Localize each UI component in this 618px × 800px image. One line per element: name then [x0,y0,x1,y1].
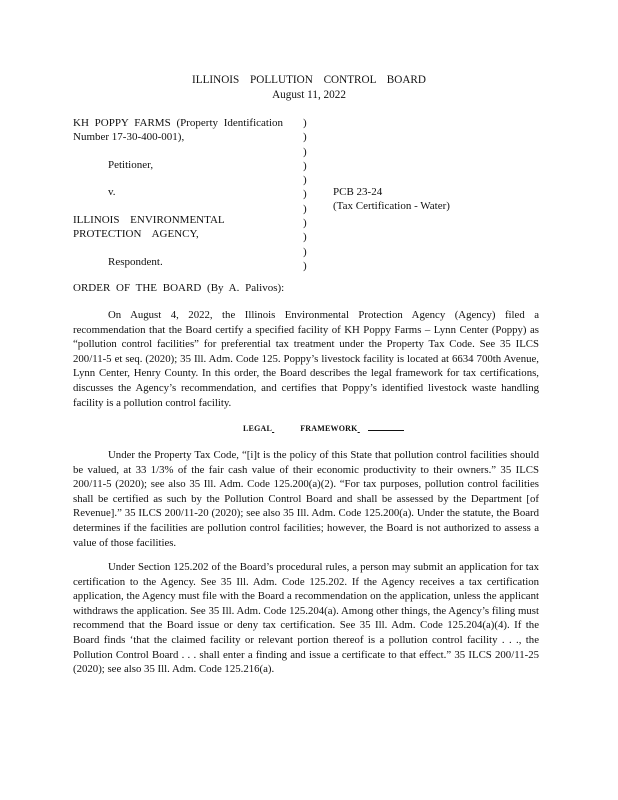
petitioner-name-line2: Number 17-30-400-001), [73,131,185,143]
caption-paren: ) [303,188,307,201]
caption-paren: ) [303,259,307,272]
heading-underline [368,422,404,431]
order-line: ORDER OF THE BOARD (By A. Palivos): [73,282,285,294]
versus: v. [108,186,116,198]
caption-parenthesis-column [303,116,313,273]
caption-paren: ) [303,145,307,158]
heading-word: LEGAL [243,424,273,433]
petitioner-role: Petitioner, [108,159,154,171]
caption-paren: ) [303,202,307,215]
legal-framework-heading [243,422,404,437]
heading-word: FRAMEWORK [300,424,358,433]
legal-framework-paragraph-1: Under the Property Tax Code, “[i]t is the policy of this State that pollution control facilities should be valued, at 33 1/3% of the fair cash value of their economic productivity to their owners.” 35 ILCS 200/11-5 (2020); see also 35 Ill. Adm. Code 125.200(a)(2). “For tax purposes, pollution control facilities shall be certified as such by the Pollution Control Board and shall be assessed by the Department [of Revenue].” 35 ILCS 200/11-20 (2020); see also 35 Ill. Adm. Code 125.200(a). Under the statute, the Board determines if the facilities are pollution control facilities; however, the Board is not authorized to assess a value of those facilities. [73,449,539,549]
caption-paren: ) [303,131,307,144]
case-type: (Tax Certification - Water) [333,200,450,212]
document-title: ILLINOIS POLLUTION CONTROL BOARD [192,74,426,86]
caption-paren: ) [303,245,307,258]
caption-paren: ) [303,159,307,172]
intro-paragraph: On August 4, 2022, the Illinois Environmental Protection Agency (Agency) filed a recommendation that the Board certify a specified facility of KH Poppy Farms – Lynn Center (Poppy) as “pollution control facilities” for preferential tax treatment under the Property Tax Code. See 35 ILCS 200/11-5 et seq. (2020); 35 Ill. Adm. Code 125. Poppy’s livestock facility is located at 6634 700th Avenue, Lynn Center, Henry County. In this order, the Board describes the legal framework for tax certifications, discusses the Agency’s recommendation, and certifies that Poppy’s identified livestock waste handling facility is a pollution control facility. [73,309,539,409]
case-number: PCB 23-24 [333,186,383,198]
petitioner-name-line1: KH POPPY FARMS (Property Identification [73,117,283,129]
legal-framework-paragraph-2: Under Section 125.202 of the Board’s procedural rules, a person may submit an application for tax certification to the Agency. See 35 Ill. Adm. Code 125.202. If the Agency receives a tax certification application, the Agency must file with the Board a recommendation on the application, unless the applicant withdraws the application. See 35 Ill. Adm. Code 125.204(a). Among other things, the Agency’s filing must recommend that the Board issue or deny tax certification. See 35 Ill. Adm. Code 125.204(a)(4). If the Board finds ‘that the claimed facility or relevant portion thereof is a pollution control facility . . ., the Pollution Control Board . . . shall enter a finding and issue a certificate to that effect.” 35 ILCS 200/11-25 (2020); see also 35 Ill. Adm. Code 125.216(a). [73,561,539,676]
caption-paren: ) [303,174,307,187]
respondent-name-line2: PROTECTION AGENCY, [73,228,199,240]
document-date: August 11, 2022 [272,89,346,101]
respondent-name-line1: ILLINOIS ENVIRONMENTAL [73,214,225,226]
caption-paren: ) [303,231,307,244]
respondent-role: Respondent. [108,256,163,268]
caption-paren: ) [303,217,307,230]
caption-paren: ) [303,117,307,129]
